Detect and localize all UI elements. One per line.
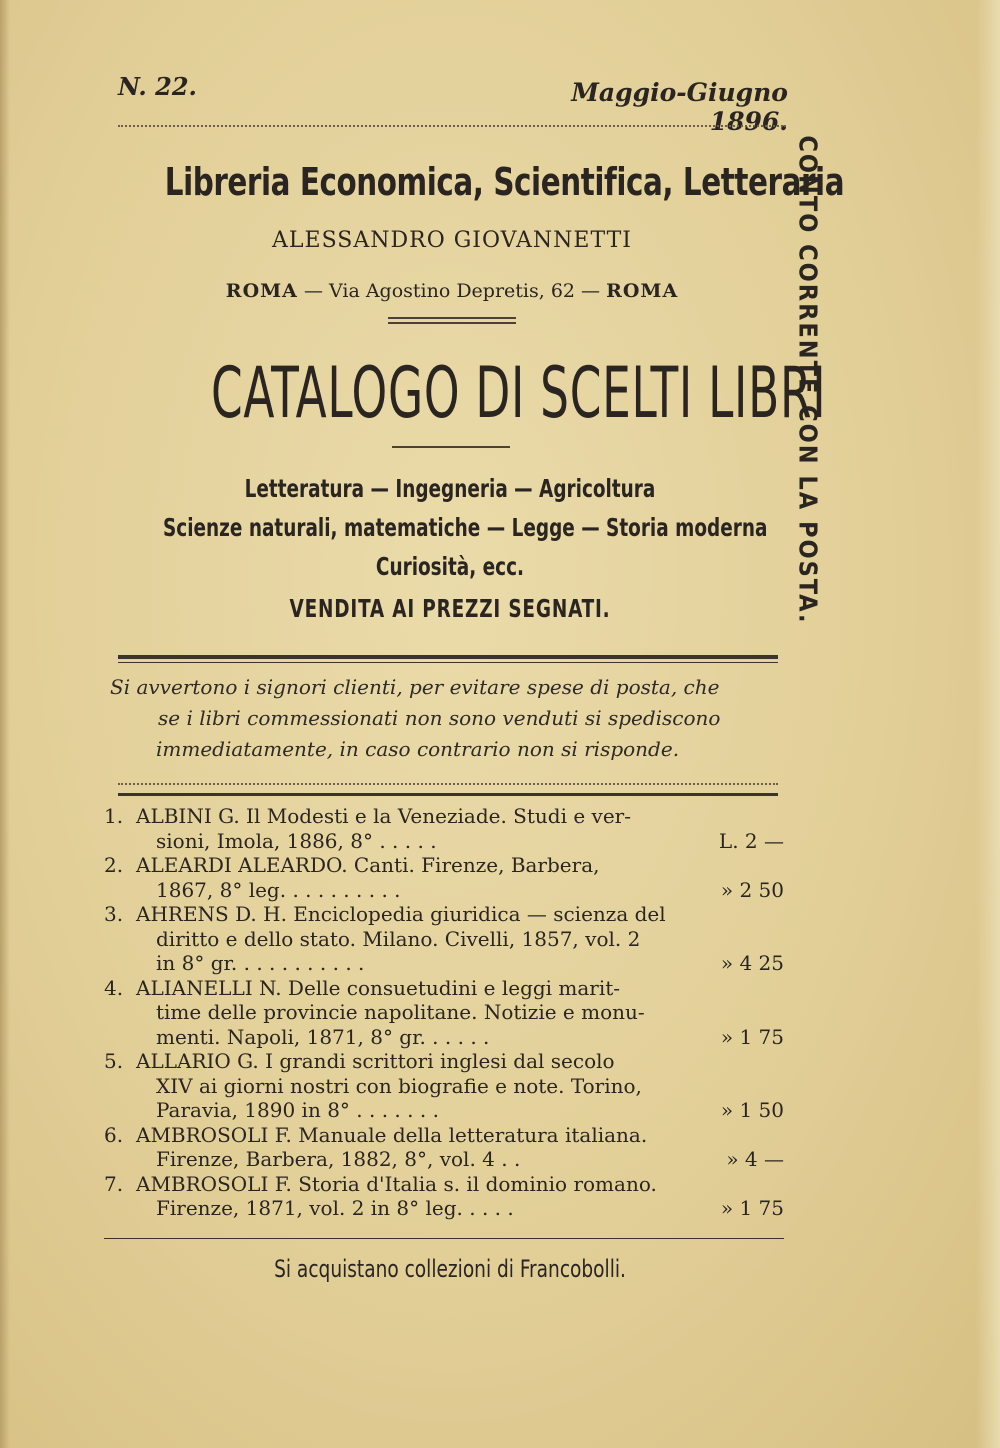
book-entry: [104, 853, 804, 902]
double-rule: [388, 317, 516, 324]
notice-text: [110, 672, 790, 765]
notice-line-2: se i libri commessionati non sono venduti si spediscono: [158, 706, 721, 730]
header-dotted-rule: [118, 125, 786, 127]
footer-rule: [104, 1238, 784, 1239]
notice-dotted-rule: [118, 783, 778, 785]
book-list: [104, 804, 804, 1221]
catalog-rule: [392, 446, 510, 448]
side-note: CONTO CORRENTE CON LA POSTA.: [793, 135, 823, 625]
issue-number: N. 22.: [118, 72, 197, 101]
city-right: ROMA: [606, 280, 679, 302]
bookshop-address: [150, 280, 754, 302]
entry-number: 4.: [104, 975, 124, 1000]
entry-line: 1867, 8° leg. . . . . . . . . .: [156, 877, 401, 902]
book-entry: [104, 1172, 804, 1221]
subjects-line-3: Curiosità, ecc.: [375, 552, 525, 581]
notice-thick-rule: [118, 655, 778, 659]
entry-line: AHRENS D. H. Enciclopedia giuridica — scienza del: [136, 902, 666, 926]
entry-line: XIV ai giorni nostri con biografie e note. Torino,: [156, 1073, 642, 1098]
notice-line-1: Si avvertono i signori clienti, per evitare spese di posta, che: [110, 675, 720, 699]
entry-number: 2.: [104, 853, 124, 877]
catalog-title: CATALOGO DI SCELTI LIBRI: [210, 352, 827, 434]
entry-price: » 1 50: [720, 1098, 784, 1122]
entry-price: » 1 75: [720, 1024, 784, 1049]
entry-number: 3.: [104, 902, 124, 926]
entry-line: AMBROSOLI F. Manuale della letteratura italiana.: [136, 1122, 648, 1147]
entry-number: 5.: [104, 1049, 124, 1073]
entry-line: menti. Napoli, 1871, 8° gr. . . . . .: [156, 1024, 490, 1049]
book-entry: [104, 1049, 804, 1123]
subjects-line-1: Letteratura — Ingegneria — Agricoltura: [244, 474, 656, 503]
city-left: ROMA: [225, 280, 298, 302]
entry-line: sioni, Imola, 1886, 8° . . . . .: [156, 828, 437, 853]
book-entry: [104, 902, 804, 976]
entry-price: L. 2 —: [718, 828, 784, 853]
entry-price: » 4 25: [720, 951, 784, 975]
entry-price: » 1 75: [720, 1196, 784, 1220]
entry-line: ALLARIO G. I grandi scrittori inglesi dal secolo: [136, 1049, 615, 1073]
entry-line: AMBROSOLI F. Storia d'Italia s. il dominio romano.: [136, 1171, 657, 1196]
paper-edge-left: [0, 0, 10, 1448]
entry-line: ALIANELLI N. Delle consuetudini e leggi marit-: [136, 975, 621, 1000]
street-address: — Via Agostino Depretis, 62 —: [297, 280, 607, 302]
side-note-column: [788, 135, 828, 625]
entry-line: in 8° gr. . . . . . . . . . .: [156, 951, 365, 975]
book-entry: [104, 1123, 804, 1172]
book-entry: [104, 804, 804, 853]
issue-date: Maggio-Giugno 1896.: [571, 78, 788, 136]
entry-line: ALEARDI ALEARDO. Canti. Firenze, Barbera,: [136, 853, 600, 877]
entries-top-rule: [118, 793, 778, 796]
entry-line: diritto e dello stato. Milano. Civelli, 1857, vol. 2: [156, 926, 641, 951]
notice-line-3: immediatamente, in caso contrario non si risponde.: [156, 737, 680, 761]
entry-line: ALBINI G. Il Modesti e la Veneziade. Studi e ver-: [136, 804, 631, 828]
sale-note: VENDITA AI PREZZI SEGNATI.: [289, 594, 611, 623]
entry-line: Firenze, Barbera, 1882, 8°, vol. 4 . .: [156, 1147, 521, 1171]
entry-line: time delle provincie napolitane. Notizie e monu-: [156, 1000, 645, 1024]
entry-number: 7.: [104, 1171, 124, 1196]
entry-line: Paravia, 1890 in 8° . . . . . . .: [156, 1098, 439, 1122]
entry-number: 1.: [104, 804, 124, 828]
notice-thin-rule: [118, 662, 778, 663]
entry-price: » 2 50: [720, 877, 784, 902]
bookshop-title: Libreria Economica, Scientifica, Letteraria: [164, 160, 845, 204]
paper-edge-right: [976, 0, 1000, 1448]
entry-number: 6.: [104, 1122, 124, 1147]
footer-note: Si acquistano collezioni di Francobolli.: [274, 1255, 626, 1283]
entry-line: Firenze, 1871, vol. 2 in 8° leg. . . . .: [156, 1196, 514, 1220]
subjects-line-2: Scienze naturali, matematiche — Legge — Storia moderna: [163, 513, 768, 542]
book-entry: [104, 976, 804, 1050]
bookshop-owner: ALESSANDRO GIOVANNETTI: [272, 228, 632, 253]
entry-price: » 4 —: [726, 1147, 784, 1171]
